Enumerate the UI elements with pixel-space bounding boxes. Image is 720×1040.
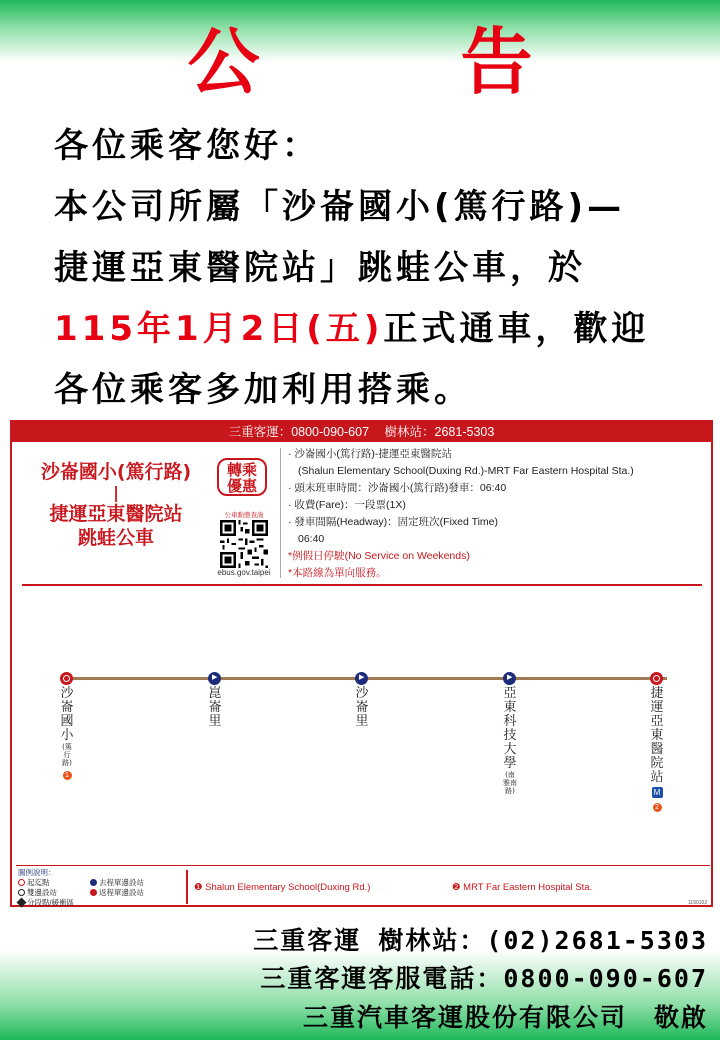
route-name-line-2: 捷運亞東醫院站: [49, 503, 183, 525]
notice-title: 公 告: [187, 20, 621, 104]
stop-name: 崑崙里: [208, 686, 222, 729]
stop-name: 捷運亞東醫院站: [650, 686, 664, 785]
terminal-1-label: ❶ Shalun Elementary School(Duxing Rd.): [194, 882, 371, 893]
terminal-stop-icon: [650, 672, 663, 685]
info-route-zh: · 沙崙國小(篤行路)-捷運亞東醫院站: [288, 448, 452, 460]
route-name-line-1: 沙崙國小(篤行路): [40, 461, 192, 483]
terminal-legend-icon: [18, 879, 25, 886]
stop-subname: (篤行路): [62, 743, 72, 767]
legend-dual-label: 雙邊設站: [27, 888, 57, 897]
terminal-2-label: ❷ MRT Far Eastern Hospital Sta.: [452, 882, 593, 893]
notice-line-2: 捷運亞東醫院站」跳蛙公車，於: [54, 248, 586, 288]
footer-service-hotline: 三重客運客服電話：0800-090-607: [260, 964, 708, 993]
info-headway: · 發車間隔(Headway)：固定班次(Fixed Time): [288, 516, 499, 528]
route-name-separator: |: [113, 483, 119, 502]
legend-outbound-label: 去程單邊設站: [99, 878, 144, 887]
stop-name: 沙崙國小: [60, 686, 74, 743]
station-phone: 樹林站：2681-5303: [384, 425, 495, 439]
notice-line-3: [54, 309, 694, 349]
stop-name: 亞東科技大學: [503, 686, 517, 771]
notice-greeting: 各位乘客您好：: [54, 126, 320, 166]
terminal-number-badge: 1: [63, 771, 72, 780]
outbound-stop-icon: [503, 672, 516, 685]
card-divider: [22, 584, 702, 586]
dual-stop-legend-icon: [18, 889, 25, 896]
info-one-way: *本路線為單向服務。: [288, 567, 387, 579]
qr-url: ebus.gov.taipei: [217, 568, 271, 577]
transfer-discount-badge: [217, 458, 267, 496]
route-name-line-3: 跳蛙公車: [77, 527, 154, 549]
stop-label: [354, 687, 370, 729]
outbound-stop-icon: [208, 672, 221, 685]
legend-terminal: [18, 878, 74, 888]
footer-shulin-station: 三重客運 樹林站：(02)2681-5303: [253, 926, 708, 955]
stop-label: [59, 687, 75, 781]
legend-divider: [16, 865, 710, 866]
transfer-badge-line-2: 優惠: [226, 477, 257, 495]
launch-date: 115年1月2日(五): [54, 309, 384, 349]
transfer-badge-line-1: 轉乘: [226, 461, 257, 479]
legend-section: [18, 898, 74, 908]
terminal-number-badge: 2: [653, 803, 662, 812]
stop-label: [649, 687, 665, 813]
legend-inbound: [90, 888, 144, 898]
footer-company-signature: 三重汽車客運股份有限公司 敬啟: [302, 1003, 708, 1032]
terminal-stop-icon: [60, 672, 73, 685]
legend-terminal-label: 起迄點: [27, 878, 50, 887]
notice-line-3-rest: 正式通車，歡迎: [383, 309, 650, 349]
inbound-legend-icon: [90, 889, 97, 896]
info-fare: · 收費(Fare)：一段票(1X): [288, 499, 406, 511]
legend-column-2: [90, 878, 144, 898]
legend-separator: [186, 870, 188, 904]
notice-line-4: 各位乘客多加利用搭乘。: [54, 370, 472, 410]
qr-label: 公車動態查詢: [224, 512, 264, 519]
legend: [18, 868, 74, 908]
legend-dual: [18, 888, 74, 898]
notice-line-1: 本公司所屬「沙崙國小(篤行路)—: [54, 187, 626, 227]
document-code: 1150102: [688, 900, 708, 906]
stop-label: [502, 687, 518, 795]
legend-section-label: 分段點/緩衝區: [27, 898, 75, 907]
info-divider: [280, 448, 281, 578]
route-name: [16, 460, 216, 550]
company-hotline: 三重客運：0800-090-607: [228, 425, 370, 439]
route-map-card: [10, 420, 713, 907]
stop-label: [207, 687, 223, 729]
info-schedule: · 頭末班車時間：沙崙國小(篤行路)發車：06:40: [288, 482, 507, 494]
route-info: [288, 446, 708, 582]
legend-title: 圖例說明：: [18, 868, 56, 877]
info-route-en: (Shalun Elementary School(Duxing Rd.)-MRT Far Eastern Hospital Sta.): [298, 465, 634, 477]
info-no-weekend: *例假日停駛(No Service on Weekends): [288, 550, 470, 562]
section-point-legend-icon: [17, 898, 27, 908]
mrt-icon: M: [652, 787, 663, 798]
stop-name: 沙崙里: [355, 686, 369, 729]
outbound-stop-icon: [355, 672, 368, 685]
outbound-legend-icon: [90, 879, 97, 886]
legend-outbound: [90, 878, 144, 888]
stop-subname: (南雅南路): [503, 771, 517, 795]
info-headway-time: 06:40: [298, 533, 325, 545]
qr-code-icon[interactable]: [218, 520, 270, 568]
card-header: [12, 422, 711, 442]
legend-inbound-label: 返程單邊設站: [99, 888, 144, 897]
